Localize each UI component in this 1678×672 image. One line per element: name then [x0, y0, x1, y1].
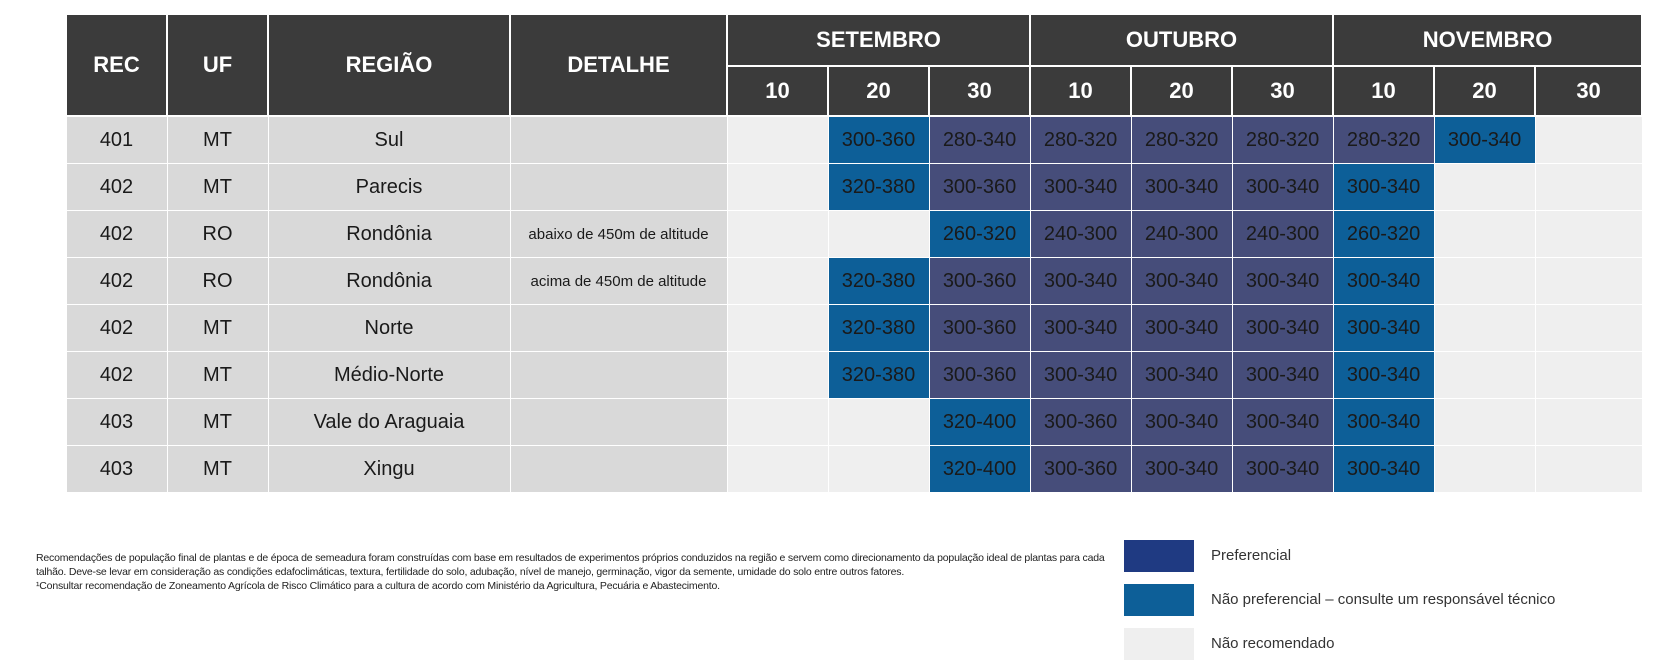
population-cell-nao-recomendado — [1535, 446, 1642, 493]
cell-regiao: Xingu — [268, 446, 510, 493]
table-row — [66, 352, 1642, 399]
population-cell-nao-preferencial: 320-380 — [828, 305, 929, 352]
cell-detalhe — [510, 164, 727, 211]
cell-rec: 402 — [66, 164, 167, 211]
population-cell-nao-recomendado — [727, 305, 828, 352]
footnote-line: Recomendações de população final de plantas e de época de semeadura foram construídas com base em resultados de experimentos próprios conduzidos na região e servem como direcionamento da população ideal de plantas para cada — [36, 552, 1105, 564]
cell-detalhe — [510, 116, 727, 164]
population-cell-nao-recomendado — [1434, 258, 1535, 305]
cell-detalhe — [510, 446, 727, 493]
population-cell-nao-recomendado — [828, 399, 929, 446]
table-row — [66, 211, 1642, 258]
population-cell-preferencial: 280-340 — [929, 116, 1030, 164]
cell-uf: MT — [167, 352, 268, 399]
population-cell-nao-recomendado — [1535, 211, 1642, 258]
legend-label-nao-preferencial: Não preferencial – consulte um responsável técnico — [1211, 591, 1556, 608]
recommendation-table — [65, 13, 1643, 493]
cell-regiao: Norte — [268, 305, 510, 352]
legend-swatch-nao-preferencial — [1124, 584, 1194, 616]
population-cell-preferencial: 300-340 — [1131, 258, 1232, 305]
month-header-row — [66, 14, 1642, 66]
population-cell-preferencial: 300-360 — [1030, 399, 1131, 446]
cell-uf: RO — [167, 258, 268, 305]
cell-uf: MT — [167, 446, 268, 493]
population-cell-nao-preferencial: 300-340 — [1333, 164, 1434, 211]
header-day: 20 — [1131, 66, 1232, 116]
population-cell-preferencial: 240-300 — [1030, 211, 1131, 258]
population-cell-preferencial: 300-340 — [1131, 305, 1232, 352]
population-cell-preferencial: 300-360 — [929, 352, 1030, 399]
header-month-outubro: OUTUBRO — [1030, 14, 1333, 66]
cell-detalhe: acima de 450m de altitude — [510, 258, 727, 305]
population-cell-nao-recomendado — [727, 211, 828, 258]
population-cell-nao-preferencial: 300-340 — [1333, 399, 1434, 446]
cell-detalhe — [510, 305, 727, 352]
header-rec: REC — [66, 14, 167, 116]
population-cell-nao-recomendado — [1535, 164, 1642, 211]
population-cell-nao-recomendado — [1535, 399, 1642, 446]
population-cell-nao-recomendado — [1535, 352, 1642, 399]
population-cell-nao-recomendado — [1535, 305, 1642, 352]
population-cell-preferencial: 300-340 — [1232, 305, 1333, 352]
cell-uf: RO — [167, 211, 268, 258]
cell-detalhe: abaixo de 450m de altitude — [510, 211, 727, 258]
population-cell-nao-preferencial: 320-400 — [929, 399, 1030, 446]
population-cell-nao-preferencial: 320-380 — [828, 258, 929, 305]
cell-rec: 403 — [66, 399, 167, 446]
cell-uf: MT — [167, 164, 268, 211]
population-cell-nao-preferencial: 300-340 — [1333, 305, 1434, 352]
population-cell-preferencial: 300-340 — [1030, 258, 1131, 305]
population-cell-nao-preferencial: 320-380 — [828, 352, 929, 399]
population-cell-nao-preferencial: 300-340 — [1333, 352, 1434, 399]
legend-label-preferencial: Preferencial — [1211, 547, 1292, 564]
cell-regiao: Rondônia — [268, 211, 510, 258]
population-cell-preferencial: 300-340 — [1131, 446, 1232, 493]
header-month-novembro: NOVEMBRO — [1333, 14, 1642, 66]
table-body — [66, 116, 1642, 493]
population-cell-nao-recomendado — [1535, 116, 1642, 164]
footnote — [36, 551, 1105, 593]
table-row — [66, 258, 1642, 305]
population-cell-nao-preferencial: 260-320 — [929, 211, 1030, 258]
header-day: 30 — [1535, 66, 1642, 116]
population-cell-preferencial: 300-360 — [929, 258, 1030, 305]
population-cell-preferencial: 240-300 — [1232, 211, 1333, 258]
population-cell-preferencial: 280-320 — [1131, 116, 1232, 164]
legend-swatch-preferencial — [1124, 540, 1194, 572]
population-cell-preferencial: 300-340 — [1232, 352, 1333, 399]
header-detalhe: DETALHE — [510, 14, 727, 116]
population-cell-preferencial: 300-340 — [1232, 258, 1333, 305]
population-cell-nao-recomendado — [828, 211, 929, 258]
population-cell-nao-recomendado — [1434, 352, 1535, 399]
header-regiao: REGIÃO — [268, 14, 510, 116]
cell-rec: 401 — [66, 116, 167, 164]
population-cell-nao-recomendado — [1434, 305, 1535, 352]
population-cell-nao-recomendado — [1434, 211, 1535, 258]
population-cell-nao-recomendado — [727, 164, 828, 211]
population-cell-nao-preferencial: 320-400 — [929, 446, 1030, 493]
population-cell-preferencial: 300-340 — [1131, 352, 1232, 399]
header-uf: UF — [167, 14, 268, 116]
cell-uf: MT — [167, 399, 268, 446]
population-cell-nao-recomendado — [727, 446, 828, 493]
population-cell-preferencial: 300-340 — [1131, 399, 1232, 446]
header-day: 20 — [828, 66, 929, 116]
header-day: 10 — [1333, 66, 1434, 116]
footnote-line: talhão. Deve-se levar em consideração as condições edafoclimáticas, textura, fertilidade do solo, adubação, nível de manejo, germinação, vigor da semente, umidade do solo entre outros fatores. — [36, 566, 905, 578]
population-cell-preferencial: 300-360 — [1030, 446, 1131, 493]
cell-detalhe — [510, 352, 727, 399]
header-day: 20 — [1434, 66, 1535, 116]
population-cell-nao-recomendado — [828, 446, 929, 493]
population-cell-preferencial: 280-320 — [1030, 116, 1131, 164]
legend-label-nao-recomendado: Não recomendado — [1211, 635, 1335, 652]
cell-rec: 402 — [66, 258, 167, 305]
population-cell-nao-recomendado — [727, 399, 828, 446]
population-cell-preferencial: 300-340 — [1030, 352, 1131, 399]
population-cell-nao-preferencial: 320-380 — [828, 164, 929, 211]
cell-detalhe — [510, 399, 727, 446]
population-cell-nao-recomendado — [1434, 446, 1535, 493]
cell-rec: 402 — [66, 352, 167, 399]
table-row — [66, 399, 1642, 446]
cell-rec: 402 — [66, 305, 167, 352]
population-cell-preferencial: 300-360 — [929, 305, 1030, 352]
legend-swatch-nao-recomendado — [1124, 628, 1194, 660]
population-cell-nao-recomendado — [727, 352, 828, 399]
header-day: 30 — [929, 66, 1030, 116]
cell-regiao: Vale do Araguaia — [268, 399, 510, 446]
population-cell-preferencial: 240-300 — [1131, 211, 1232, 258]
cell-regiao: Rondônia — [268, 258, 510, 305]
population-cell-preferencial: 300-340 — [1030, 164, 1131, 211]
population-cell-nao-preferencial: 300-360 — [828, 116, 929, 164]
population-cell-preferencial: 300-340 — [1232, 164, 1333, 211]
cell-regiao: Parecis — [268, 164, 510, 211]
table-row — [66, 116, 1642, 164]
footnote-line: ¹Consultar recomendação de Zoneamento Agrícola de Risco Climático para a cultura de acordo com Ministério da Agricultura, Pecuária e Abastecimento. — [36, 580, 720, 592]
header-day: 10 — [1030, 66, 1131, 116]
cell-regiao: Médio-Norte — [268, 352, 510, 399]
header-day: 10 — [727, 66, 828, 116]
population-cell-preferencial: 300-340 — [1131, 164, 1232, 211]
population-cell-preferencial: 300-360 — [929, 164, 1030, 211]
population-cell-preferencial: 280-320 — [1333, 116, 1434, 164]
population-cell-nao-recomendado — [727, 116, 828, 164]
population-cell-nao-preferencial: 260-320 — [1333, 211, 1434, 258]
cell-uf: MT — [167, 305, 268, 352]
table-row — [66, 164, 1642, 211]
population-cell-nao-recomendado — [1434, 399, 1535, 446]
cell-regiao: Sul — [268, 116, 510, 164]
population-cell-nao-preferencial: 300-340 — [1333, 446, 1434, 493]
population-cell-nao-recomendado — [1434, 164, 1535, 211]
population-cell-nao-recomendado — [727, 258, 828, 305]
population-cell-preferencial: 300-340 — [1232, 446, 1333, 493]
header-day: 30 — [1232, 66, 1333, 116]
table-row — [66, 446, 1642, 493]
header-month-setembro: SETEMBRO — [727, 14, 1030, 66]
population-cell-preferencial: 300-340 — [1232, 399, 1333, 446]
table-row — [66, 305, 1642, 352]
table-header — [66, 14, 1642, 116]
cell-uf: MT — [167, 116, 268, 164]
cell-rec: 403 — [66, 446, 167, 493]
population-cell-nao-recomendado — [1535, 258, 1642, 305]
cell-rec: 402 — [66, 211, 167, 258]
population-cell-nao-preferencial: 300-340 — [1434, 116, 1535, 164]
population-cell-nao-preferencial: 300-340 — [1333, 258, 1434, 305]
population-cell-preferencial: 300-340 — [1030, 305, 1131, 352]
population-cell-preferencial: 280-320 — [1232, 116, 1333, 164]
